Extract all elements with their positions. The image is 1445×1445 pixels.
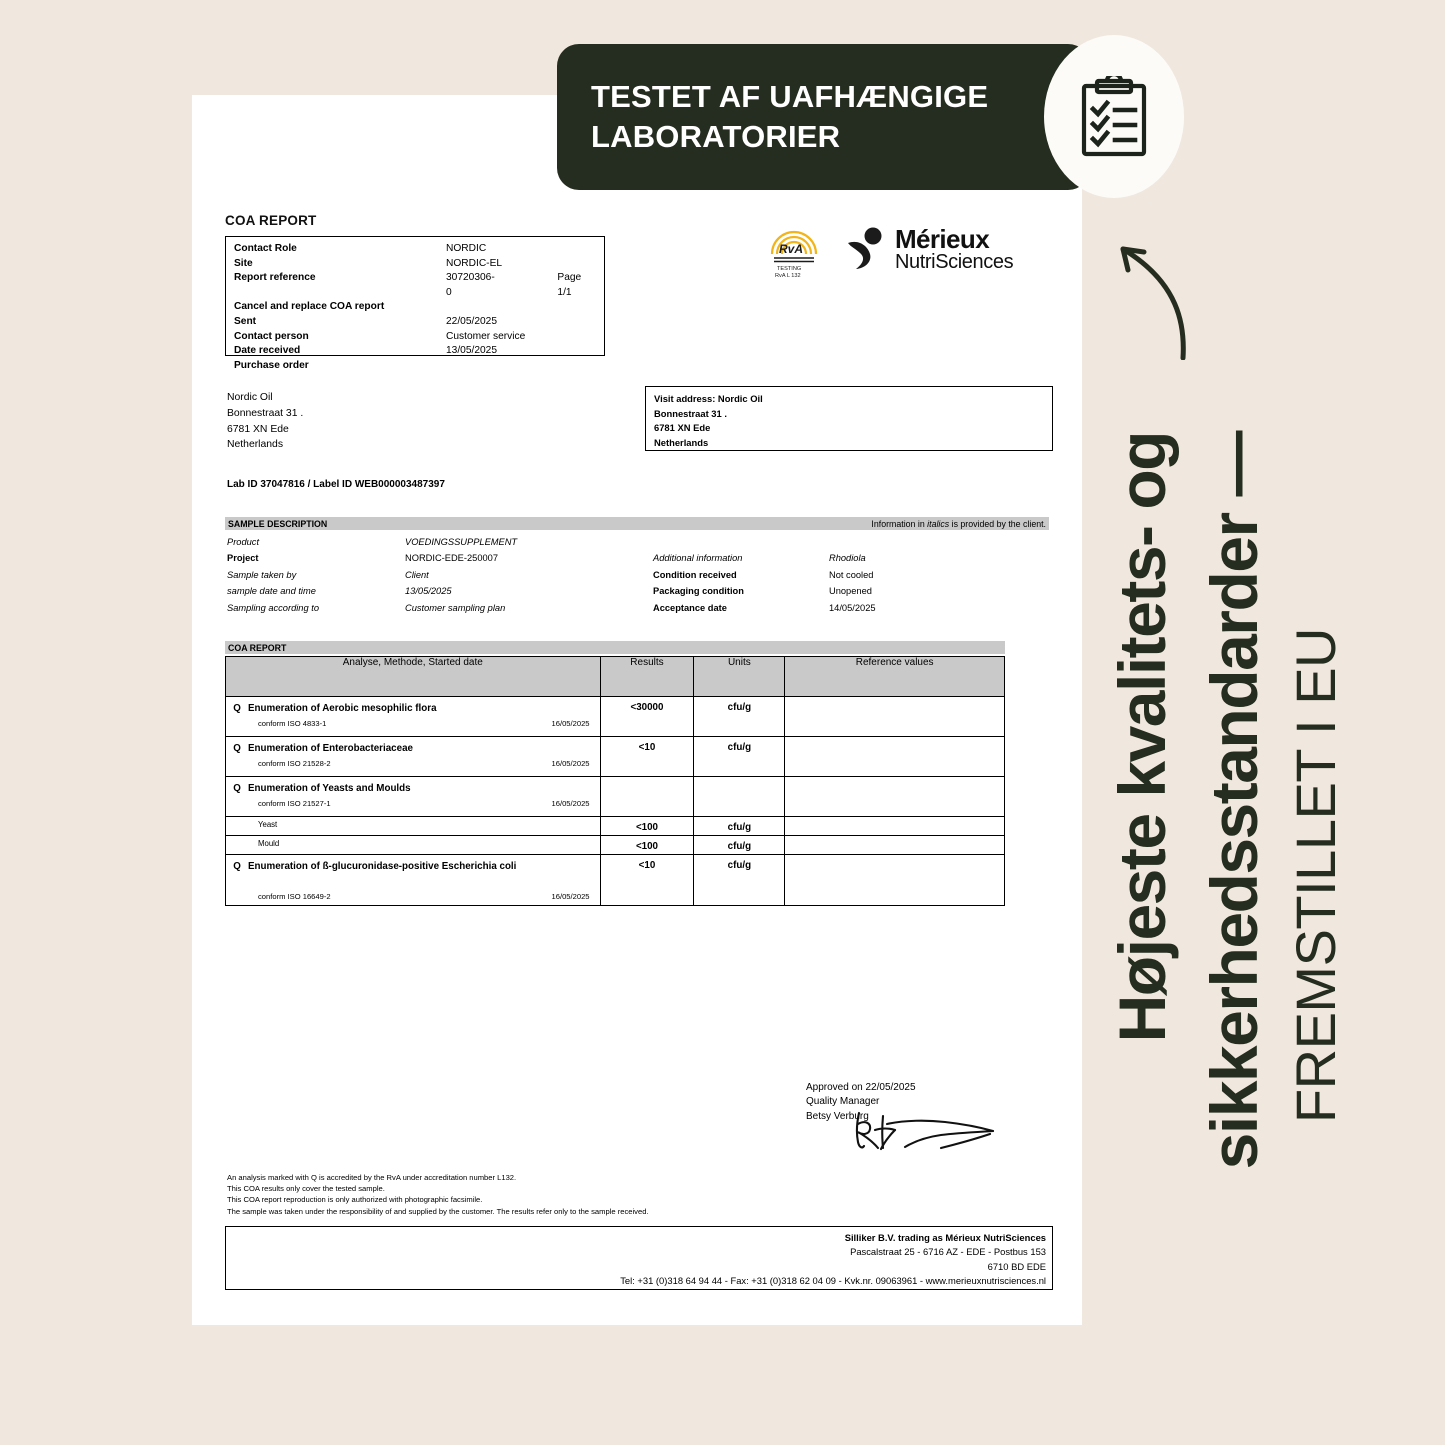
- analysis-method: conform ISO 16649-2: [258, 892, 331, 901]
- visit-address-postcode-city: 6781 XN Ede: [654, 422, 711, 434]
- analysis-name: Enumeration of Aerobic mesophilic flora: [248, 703, 437, 714]
- table-row: [234, 330, 596, 345]
- lab-footer-box: [225, 1226, 1053, 1290]
- analysis-name: Enumeration of ß-glucuronidase-positive Escherichia coli: [248, 861, 517, 872]
- sample-date-time-label: sample date and time: [227, 586, 316, 597]
- unit-value: cfu/g: [694, 836, 785, 855]
- sent-label: Sent: [234, 315, 257, 327]
- result-value: <10: [600, 737, 694, 777]
- lab-contact-line: Tel: +31 (0)318 64 94 44 - Fax: +31 (0)318 62 04 09 - Kvk.nr. 09063961 - www.merieuxnutrisciences.nl: [620, 1275, 1046, 1287]
- analysis-name: Enumeration of Yeasts and Moulds: [248, 783, 411, 794]
- merieux-nutrisciences-logo: [846, 222, 1014, 276]
- results-section-header: COA REPORT: [225, 641, 1005, 654]
- visit-address-box: [645, 386, 1053, 451]
- result-value: <100: [600, 817, 694, 836]
- table-row: [234, 242, 596, 257]
- analysis-started-date: 16/05/2025: [551, 719, 590, 728]
- svg-text:RvA: RvA: [779, 242, 804, 256]
- disclaimer-line-2: This COA results only cover the tested sample.: [227, 1184, 385, 1194]
- badge-icon-circle: [1044, 35, 1184, 198]
- table-row: [234, 257, 596, 272]
- lab-legal-name: Silliker B.V. trading as Mérieux NutriSciences: [844, 1232, 1046, 1243]
- italics-note-pre: Information in: [871, 518, 928, 529]
- reference-value: [785, 737, 1005, 777]
- sampling-according-to-label: Sampling according to: [227, 602, 319, 613]
- sample-taken-by-value: Client: [405, 569, 429, 580]
- side-headline-line-2: sikkerhedsstandarder —: [1197, 432, 1271, 1170]
- date-received-label: Date received: [234, 345, 301, 357]
- sample-description-grid: [227, 534, 1053, 616]
- side-headline-line-1: Højeste kvalitets- og: [1105, 432, 1179, 1043]
- accredited-q-marker: Q: [233, 861, 241, 872]
- list-item: [227, 600, 1053, 616]
- sub-analysis-name: Mould: [226, 836, 601, 855]
- client-postcode-city: 6781 XN Ede: [227, 423, 289, 435]
- additional-information-value: Rhodiola: [829, 553, 866, 564]
- packaging-condition-label: Packaging condition: [653, 586, 744, 597]
- analysis-name: Enumeration of Enterobacteriaceae: [248, 743, 413, 754]
- result-value: <100: [600, 836, 694, 855]
- result-value: <10: [600, 855, 694, 906]
- merieux-wordmark-line2: NutriSciences: [895, 251, 1014, 273]
- site-label: Site: [234, 257, 253, 269]
- list-item: [227, 534, 1053, 550]
- analysis-method: conform ISO 21528-2: [258, 759, 331, 768]
- analysis-cell: [226, 855, 601, 906]
- result-value: [600, 777, 694, 817]
- badge-line-1: TESTET AF UAFHÆNGIGE: [591, 79, 989, 115]
- table-row: [226, 855, 1005, 906]
- disclaimer-block: [227, 1172, 649, 1217]
- purchase-order-label: Purchase order: [234, 359, 309, 371]
- contact-person-value: Customer service: [446, 330, 526, 342]
- curved-arrow-icon: [1095, 225, 1215, 360]
- table-row: [226, 697, 1005, 737]
- product-value: VOEDINGSSUPPLEMENT: [405, 537, 518, 547]
- reference-value: [785, 777, 1005, 817]
- signature-image: [845, 1110, 1010, 1152]
- accredited-q-marker: Q: [233, 703, 241, 714]
- contact-info-table: [225, 236, 605, 371]
- analysis-cell: [226, 697, 601, 737]
- list-item: [227, 550, 1053, 566]
- sub-analysis-name: Yeast: [226, 817, 601, 836]
- page-number: Page 1/1: [557, 272, 582, 298]
- contact-role-label: Contact Role: [234, 243, 297, 254]
- sample-description-header: [225, 517, 1049, 530]
- rva-accreditation-logo: [768, 228, 820, 280]
- sample-description-title: SAMPLE DESCRIPTION: [228, 518, 328, 529]
- italics-note-post: is provided by the client.: [949, 518, 1046, 529]
- table-row: [226, 836, 1005, 855]
- reference-value: [785, 697, 1005, 737]
- analysis-method: conform ISO 21527-1: [258, 799, 331, 808]
- list-item: [227, 567, 1053, 583]
- contact-person-label: Contact person: [234, 330, 309, 342]
- badge-text: [591, 77, 988, 156]
- table-row: [234, 344, 596, 359]
- col-units: Units: [694, 657, 785, 697]
- italics-note: [871, 519, 1046, 529]
- disclaimer-line-1: An analysis marked with Q is accredited by the RvA under accreditation number L132.: [227, 1173, 517, 1182]
- row0-right-label: [653, 534, 829, 550]
- unit-value: cfu/g: [694, 855, 785, 906]
- analysis-started-date: 16/05/2025: [551, 759, 590, 768]
- coa-document-page: [192, 95, 1082, 1325]
- contact-role-value: NORDIC: [446, 243, 487, 254]
- additional-information-label: Additional information: [653, 553, 743, 564]
- client-country: Netherlands: [227, 439, 284, 451]
- project-value: NORDIC-EDE-250007: [405, 553, 499, 564]
- date-received-value: 13/05/2025: [446, 345, 497, 357]
- italics-note-word: italics: [927, 518, 950, 529]
- visit-address-country: Netherlands: [654, 436, 709, 448]
- result-value: <30000: [600, 697, 694, 737]
- list-item: [227, 583, 1053, 599]
- table-header-row: [226, 657, 1005, 697]
- badge-line-2: LABORATORIER: [591, 119, 841, 154]
- merieux-wordmark-line1: Mérieux: [895, 224, 990, 254]
- clipboard-checklist-icon: [1079, 76, 1149, 158]
- acceptance-date-label: Acceptance date: [653, 602, 727, 613]
- client-address-block: [227, 390, 303, 453]
- approved-on-line: Approved on 22/05/2025: [806, 1082, 916, 1093]
- packaging-condition-value: Unopened: [829, 586, 872, 597]
- condition-received-value: Not cooled: [829, 569, 874, 580]
- approver-role: Quality Manager: [806, 1096, 880, 1108]
- sample-taken-by-label: Sample taken by: [227, 569, 297, 580]
- analysis-cell: [226, 777, 601, 817]
- site-value: NORDIC-EL: [446, 257, 503, 269]
- reference-value: [785, 855, 1005, 906]
- table-row: [226, 777, 1005, 817]
- col-analysis: Analyse, Methode, Started date: [226, 657, 601, 697]
- table-row: [234, 300, 596, 315]
- lab-id-line: Lab ID 37047816 / Label ID WEB000003487397: [227, 479, 445, 490]
- table-row: [226, 737, 1005, 777]
- lab-postbus-line: 6710 BD EDE: [987, 1260, 1046, 1272]
- page-title: COA REPORT: [225, 213, 317, 228]
- unit-value: [694, 777, 785, 817]
- reference-value: [785, 817, 1005, 836]
- sent-value: 22/05/2025: [446, 315, 497, 327]
- project-label: Project: [227, 553, 259, 564]
- disclaimer-line-3: This COA report reproduction is only authorized with photographic facsimile.: [227, 1195, 483, 1205]
- rva-caption-1: TESTING: [777, 266, 802, 272]
- table-row: [234, 359, 596, 374]
- side-headline-line-3: FREMSTILLET I EU: [1284, 628, 1347, 1124]
- report-reference-label: Report reference: [234, 272, 316, 284]
- tested-by-independent-labs-badge: [557, 44, 1090, 190]
- table-row: [234, 315, 596, 330]
- visit-address-street: Bonnestraat 31 .: [654, 407, 727, 419]
- analysis-method: conform ISO 4833-1: [258, 719, 327, 728]
- unit-value: cfu/g: [694, 697, 785, 737]
- visit-address-name: Visit address: Nordic Oil: [654, 393, 763, 404]
- unit-value: cfu/g: [694, 817, 785, 836]
- unit-value: cfu/g: [694, 737, 785, 777]
- results-table: [225, 656, 1005, 906]
- rva-caption-2: RvA L 132: [775, 273, 801, 279]
- accredited-q-marker: Q: [233, 743, 241, 754]
- cancel-replace-label: Cancel and replace COA report: [234, 301, 385, 313]
- table-row: [226, 817, 1005, 836]
- condition-received-label: Condition received: [653, 569, 737, 580]
- product-label: Product: [227, 537, 260, 547]
- lab-address-line: Pascalstraat 25 - 6716 AZ - EDE - Postbus 153: [850, 1246, 1046, 1258]
- analysis-started-date: 16/05/2025: [551, 892, 590, 901]
- merieux-mark-icon: [846, 227, 888, 271]
- accredited-q-marker: Q: [233, 783, 241, 794]
- reference-value: [785, 836, 1005, 855]
- acceptance-date-value: 14/05/2025: [829, 602, 876, 613]
- sample-date-time-value: 13/05/2025: [405, 586, 452, 597]
- client-name: Nordic Oil: [227, 392, 273, 403]
- report-reference-value: 30720306-0: [446, 272, 495, 298]
- analysis-cell: [226, 737, 601, 777]
- col-reference-values: Reference values: [785, 657, 1005, 697]
- row0-right-value: [829, 534, 1053, 550]
- client-street: Bonnestraat 31 .: [227, 407, 304, 419]
- approver-name: Betsy Verburg: [806, 1110, 869, 1122]
- analysis-started-date: 16/05/2025: [551, 799, 590, 808]
- col-results: Results: [600, 657, 694, 697]
- disclaimer-line-4: The sample was taken under the responsibility of and supplied by the customer. The results refer only to the sample received.: [227, 1206, 649, 1216]
- sampling-according-to-value: Customer sampling plan: [405, 602, 506, 613]
- table-row: [234, 271, 596, 300]
